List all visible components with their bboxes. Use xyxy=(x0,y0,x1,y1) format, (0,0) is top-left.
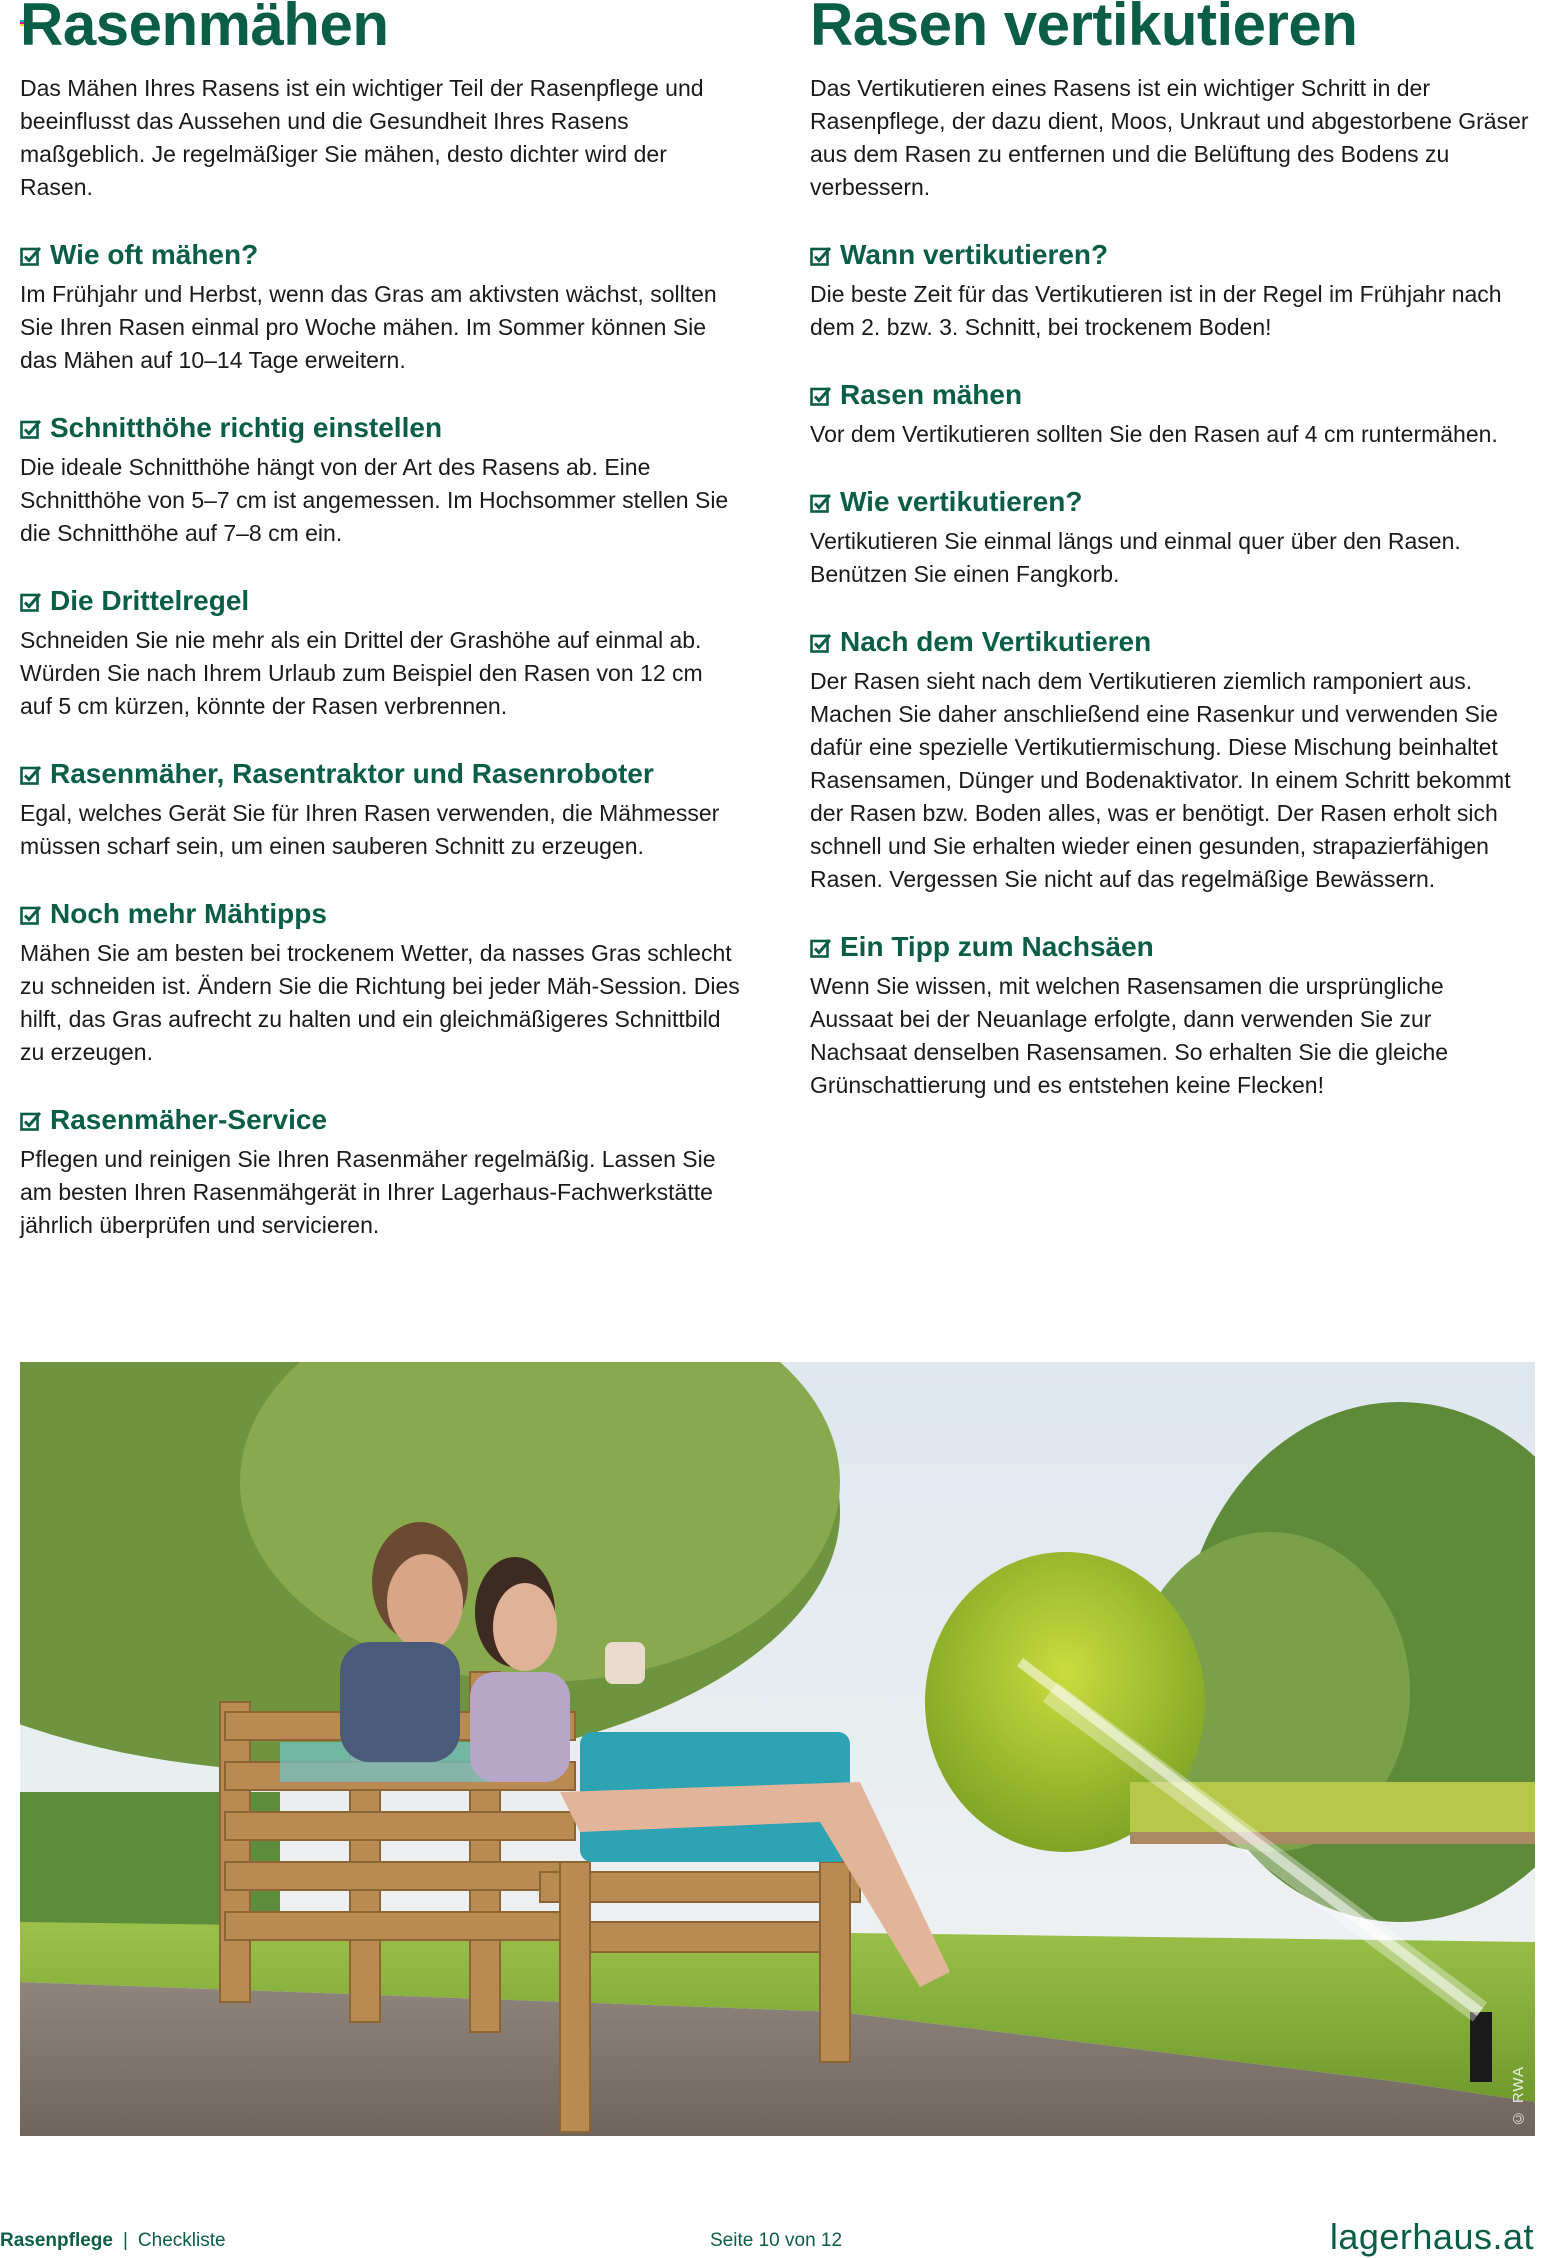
section-wie-oft-maehen xyxy=(20,238,740,377)
checkbox-checked-icon xyxy=(810,386,832,406)
section-heading: Wann vertikutieren? xyxy=(840,239,1109,270)
checkbox-checked-icon xyxy=(20,592,42,612)
footer-separator: | xyxy=(122,2230,128,2251)
section-heading: Ein Tipp zum Nachsäen xyxy=(840,931,1154,962)
checkbox-checked-icon xyxy=(20,246,42,266)
page-footer xyxy=(0,2216,1550,2257)
checkbox-checked-icon xyxy=(20,905,42,925)
section-body: Schneiden Sie nie mehr als ein Drittel der Grashöhe auf einmal ab. Würden Sie nach Ihrem Urlaub zum Beispiel den Rasen von 12 cm auf 5 cm kürzen, könnte der Rasen verbrennen. xyxy=(20,627,703,719)
section-body: Pflegen und reinigen Sie Ihren Rasenmäher regelmäßig. Lassen Sie am besten Ihren Rasenmähgerät in Ihrer Lagerhaus-Fachwerkstätte jährlich überprüfen und servicieren. xyxy=(20,1146,716,1238)
section-drittelregel xyxy=(20,584,740,723)
section-body: Der Rasen sieht nach dem Vertikutieren ziemlich ramponiert aus. Machen Sie daher anschließend eine Rasenkur und verwenden Sie dafür eine spezielle Vertikutiermischung. Diese Mischung beinhaltet Rasensamen, Dünger und Bodenaktivator. In einem Schritt bekommt der Rasen bzw. Boden alles, was er benötigt. Der Rasen erholt sich schnell und Sie erhalten wieder einen gesunden, strapazierfähigen Rasen. Vergessen Sie nicht auf das regelmäßige Bewässern. xyxy=(810,668,1511,892)
section-tipp-nachsaeen xyxy=(810,930,1530,1102)
section-body: Die ideale Schnitthöhe hängt von der Art des Rasens ab. Eine Schnitthöhe von 5–7 cm ist angemessen. Im Hochsommer stellen Sie die Schnitthöhe auf 7–8 cm ein. xyxy=(20,454,729,546)
checkbox-checked-icon xyxy=(20,419,42,439)
section-rasen-maehen xyxy=(810,378,1530,451)
section-heading: Nach dem Vertikutieren xyxy=(840,626,1152,657)
section-service xyxy=(20,1103,740,1242)
section-geraete xyxy=(20,757,740,863)
section-maehtipps xyxy=(20,897,740,1069)
photo-credit: © RWA xyxy=(1510,2065,1527,2126)
section-body: Egal, welches Gerät Sie für Ihren Rasen verwenden, die Mähmesser müssen scharf sein, um einen sauberen Schnitt zu erzeugen. xyxy=(20,800,720,859)
section-heading: Rasen mähen xyxy=(840,379,1023,410)
checkbox-checked-icon xyxy=(810,493,832,513)
footer-section: Rasenpflege xyxy=(0,2230,113,2251)
section-nach-dem-vertikutieren xyxy=(810,625,1530,896)
checkbox-checked-icon xyxy=(810,633,832,653)
checkbox-checked-icon xyxy=(810,938,832,958)
intro-text-left: Das Mähen Ihres Rasens ist ein wichtiger Teil der Rasenpflege und beeinflusst das Aussehen und die Gesundheit Ihres Rasens maßgeblich. Je regelmäßiger Sie mähen, desto dichter wird der Rasen. xyxy=(20,75,704,200)
section-wann-vertikutieren xyxy=(810,238,1530,344)
garden-scene-illustration xyxy=(20,1362,1535,2136)
checkbox-checked-icon xyxy=(20,1111,42,1131)
section-body: Im Frühjahr und Herbst, wenn das Gras am aktivsten wächst, sollten Sie Ihren Rasen einmal pro Woche mähen. Im Sommer können Sie das Mähen auf 10–14 Tage erweitern. xyxy=(20,281,717,373)
section-heading: Wie oft mähen? xyxy=(50,239,259,270)
section-body: Wenn Sie wissen, mit welchen Rasensamen die ursprüngliche Aussaat bei der Neuanlage erfolgte, dann verwenden Sie zur Nachsaat denselben Rasensamen. So erhalten Sie die gleiche Grünschattierung und es entstehen keine Flecken! xyxy=(810,973,1449,1098)
footer-breadcrumb xyxy=(0,2230,226,2252)
section-body: Die beste Zeit für das Vertikutieren ist in der Regel im Frühjahr nach dem 2. bzw. 3. Schnitt, bei trockenem Boden! xyxy=(810,281,1502,340)
section-schnitthoehe xyxy=(20,411,740,550)
garden-photo xyxy=(20,1362,1535,2136)
left-column xyxy=(20,0,740,1242)
section-heading: Die Drittelregel xyxy=(50,585,250,616)
section-heading: Rasenmäher-Service xyxy=(50,1104,328,1135)
brand-logo-text[interactable]: lagerhaus.at xyxy=(1329,2216,1534,2257)
checkbox-checked-icon xyxy=(20,765,42,785)
section-heading: Wie vertikutieren? xyxy=(840,486,1083,517)
page-title-left: Rasenmähen xyxy=(20,0,389,58)
section-heading: Schnitthöhe richtig einstellen xyxy=(50,412,443,443)
page-title-right: Rasen vertikutieren xyxy=(810,0,1358,58)
section-heading: Rasenmäher, Rasentraktor und Rasenroboter xyxy=(50,758,654,789)
section-body: Vor dem Vertikutieren sollten Sie den Rasen auf 4 cm runtermähen. xyxy=(810,421,1498,447)
right-column xyxy=(810,0,1530,1102)
section-body: Vertikutieren Sie einmal längs und einmal quer über den Rasen. Benützen Sie einen Fangkorb. xyxy=(810,528,1461,587)
section-body: Mähen Sie am besten bei trockenem Wetter, da nasses Gras schlecht zu schneiden ist. Ändern Sie die Richtung bei jeder Mäh-Session. Dies hilft, das Gras aufrecht zu halten und ein gleichmäßigeres Schnittbild zu erzeugen. xyxy=(20,940,740,1065)
checkbox-checked-icon xyxy=(810,246,832,266)
page-number: Seite 10 von 12 xyxy=(710,2230,843,2251)
footer-subsection: Checkliste xyxy=(137,2230,226,2251)
section-heading: Noch mehr Mähtipps xyxy=(50,898,327,929)
intro-text-right: Das Vertikutieren eines Rasens ist ein wichtiger Schritt in der Rasenpflege, der dazu dient, Moos, Unkraut und abgestorbene Gräser aus dem Rasen zu entfernen und die Belüftung des Bodens zu verbessern. xyxy=(810,75,1529,200)
section-wie-vertikutieren xyxy=(810,485,1530,591)
